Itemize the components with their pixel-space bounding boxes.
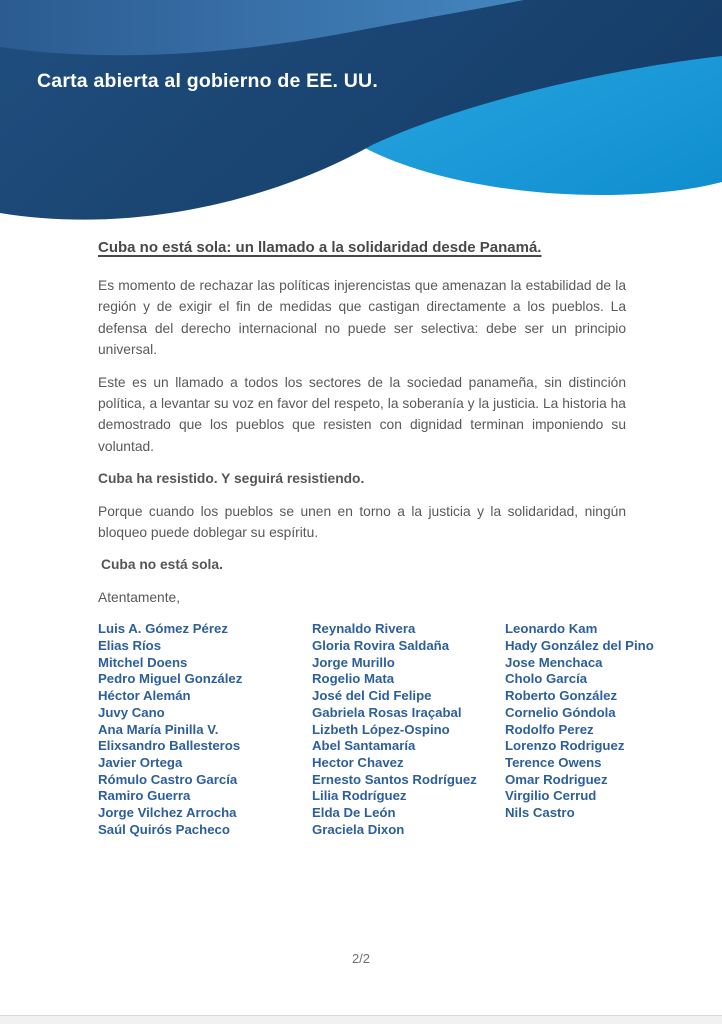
signatory-name: Rómulo Castro García: [98, 771, 238, 787]
signatory-name: Roberto González: [505, 688, 618, 704]
signatory-name: Héctor Alemán: [98, 688, 191, 704]
signatory-name: Ramiro Guerra: [98, 788, 191, 804]
signatory-columns: [98, 621, 654, 838]
bold-statement-2: Cuba no está sola.: [101, 557, 223, 573]
header-wave-banner: [0, 0, 722, 240]
signatory-name: Jose Menchaca: [505, 654, 603, 670]
signatory-name: Omar Rodriguez: [505, 771, 608, 787]
banner-title: Carta abierta al gobierno de EE. UU.: [37, 70, 378, 92]
signatory-name: Elixsandro Ballesteros: [98, 738, 241, 754]
wave-graphic: [0, 0, 722, 240]
signatory-name: Leonardo Kam: [505, 621, 598, 637]
letter-title: Cuba no está sola: un llamado a la solidaridad desde Panamá.: [98, 239, 542, 256]
signatory-name: Juvy Cano: [98, 704, 165, 720]
paragraph-2: Este es un llamado a todos los sectores de la sociedad panameña, sin distinción política, a levantar su voz en favor del respeto, la soberanía y la justicia. La historia ha demostrado que los pueblos que resisten con dignidad terminan imponiendo su voluntad.: [98, 374, 626, 454]
signatory-name: Hector Chavez: [312, 754, 404, 770]
signatory-name: Ernesto Santos Rodríguez: [312, 771, 477, 787]
page-number: 2/2: [351, 951, 371, 966]
signatory-name: Virgilio Cerrud: [505, 788, 597, 804]
signatory-name: Cornelio Góndola: [505, 704, 616, 720]
signatory-name: Gloria Rovira Saldaña: [312, 637, 450, 653]
signatory-name: Gabriela Rosas Iraçabal: [312, 704, 462, 720]
closing-salutation: Atentamente,: [98, 589, 181, 605]
signatory-name: Elda De León: [312, 805, 396, 821]
horizontal-scrollbar[interactable]: [0, 1015, 722, 1024]
signatory-name: Graciela Dixon: [312, 821, 405, 837]
signatory-column-3: [505, 621, 654, 821]
signatory-name: José del Cid Felipe: [312, 688, 432, 704]
signatory-name: Pedro Miguel González: [98, 671, 243, 687]
signatory-name: Javier Ortega: [98, 754, 183, 770]
signatory-column-1: [98, 621, 312, 838]
signatory-name: Abel Santamaría: [312, 738, 416, 754]
signatory-name: Rogelio Mata: [312, 671, 395, 687]
signatory-name: Hady González del Pino: [505, 637, 654, 653]
signatory-name: Jorge Murillo: [312, 654, 395, 670]
paragraph-3: Porque cuando los pueblos se unen en torno a la justicia y la solidaridad, ningún bloqueo puede doblegar su espíritu.: [98, 503, 626, 541]
letter-body: [98, 238, 654, 838]
signatory-name: Lilia Rodríguez: [312, 788, 407, 804]
signatory-name: Mitchel Doens: [98, 654, 188, 670]
signatory-name: Jorge Vilchez Arrocha: [98, 805, 237, 821]
signatory-name: Lizbeth López-Ospino: [312, 721, 450, 737]
bold-statement-1: Cuba ha resistido. Y seguirá resistiendo.: [98, 471, 365, 487]
signatory-name: Nils Castro: [505, 805, 575, 821]
signatory-name: Rodolfo Perez: [505, 721, 594, 737]
signatory-name: Elias Ríos: [98, 637, 162, 653]
signatory-name: Terence Owens: [505, 754, 602, 770]
paragraph-1: Es momento de rechazar las políticas injerencistas que amenazan la estabilidad de la región y de exigir el fin de medidas que castigan directamente a los pueblos. La defensa del derecho internacional no puede ser selectiva: debe ser un principio universal.: [98, 278, 626, 358]
signatory-name: Luis A. Gómez Pérez: [98, 621, 228, 637]
signatory-name: Ana María Pinilla V.: [98, 721, 219, 737]
signatory-name: Lorenzo Rodriguez: [505, 738, 625, 754]
signatory-name: Reynaldo Rivera: [312, 621, 416, 637]
signatory-name: Saúl Quirós Pacheco: [98, 821, 230, 837]
signatory-column-2: [312, 621, 505, 838]
signatory-name: Cholo García: [505, 671, 588, 687]
